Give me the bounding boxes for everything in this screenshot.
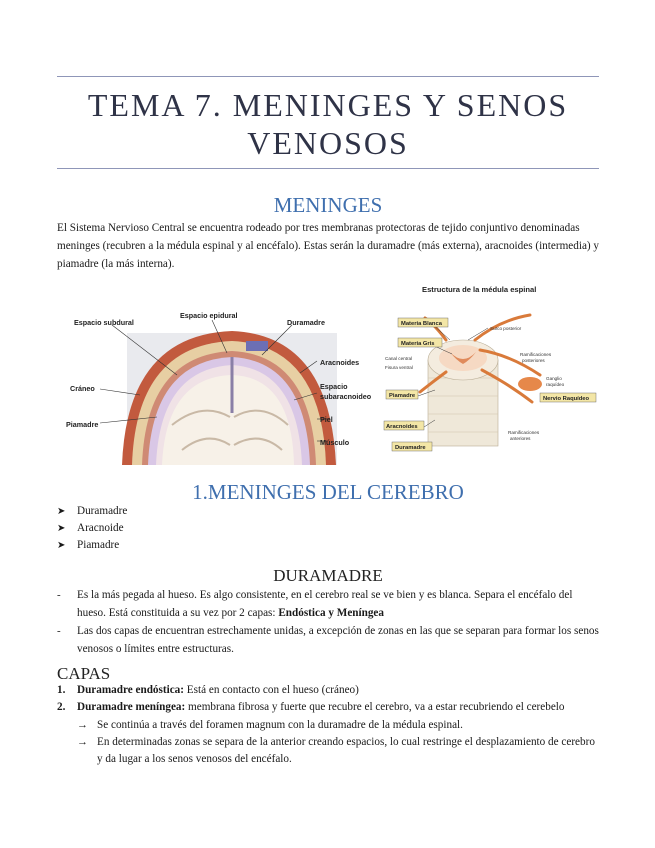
dash-bullet: - [57, 589, 61, 601]
list-item [57, 520, 357, 537]
list-item-text: Duramadre [77, 505, 128, 517]
sub-item-text: En determinadas zonas se separa de la anterior creando espacios, lo cual restringe el desplazamiento de cerebro y da lugar a los senos venosos del encéfalo. [97, 736, 595, 765]
capa-number: 2. [57, 701, 66, 713]
capa-item [57, 699, 602, 716]
label-surco-posterior: Surco posterior [490, 326, 522, 331]
label-aracnoides: Aracnoides [320, 358, 360, 367]
label-materia-blanca: Materia Blanca [401, 321, 442, 327]
capa-bold: Duramadre endóstica: [77, 684, 184, 696]
label-ramificaciones-post-1: Ramificaciones [520, 352, 552, 357]
label-subaracnoideo-2: subaracnoideo [320, 392, 372, 401]
ganglion [518, 377, 542, 391]
list-item-text: Aracnoide [77, 522, 124, 534]
cerebro-list [57, 503, 357, 554]
page-title [57, 86, 599, 162]
capa-number: 1. [57, 684, 66, 696]
list-item-text: Piamadre [77, 539, 120, 551]
label-materia-gris: Materia Gris [401, 341, 435, 347]
label-ramificaciones-ant-2: anteriores [510, 436, 531, 441]
capas-sub-list [77, 717, 597, 768]
list-item [57, 537, 357, 554]
arrow-bullet-icon: ➤ [57, 523, 66, 534]
cerebro-heading: 1.MENINGES DEL CEREBRO [192, 480, 464, 504]
point-2-text: Las dos capas de encuentran estrechamente unidas, a excepción de zonas en las que se separan para formar los senos venosos o límites entre estructuras. [77, 625, 599, 655]
label-aracnoides-spinal: Aracnoides [386, 424, 418, 430]
sub-item [77, 734, 597, 768]
sub-item-text: Se continúa a través del foramen magnum con la duramadre de la médula espinal. [97, 719, 463, 731]
capa-item [57, 682, 602, 699]
meninges-heading: MENINGES [273, 193, 383, 217]
duramadre-point-1 [57, 586, 602, 622]
label-craneo: Cráneo [70, 384, 95, 393]
capas-heading: CAPAS [57, 664, 111, 683]
duramadre-heading: DURAMADRE [273, 566, 383, 585]
label-ramificaciones-ant-1: Ramificaciones [508, 430, 540, 435]
title-line-2: VENOSOS [247, 125, 409, 161]
sub-arrow-icon: → [77, 719, 88, 731]
arrow-bullet-icon: ➤ [57, 506, 66, 517]
list-item [57, 503, 357, 520]
label-fisura-ventral: Fisura ventral [385, 365, 413, 370]
label-piamadre: Piamadre [66, 420, 99, 429]
label-ganglio-1: Ganglio [546, 376, 562, 381]
label-piel: Piel [320, 415, 333, 424]
arrow-bullet-icon: ➤ [57, 540, 66, 551]
label-ramificaciones-post-2: posteriores [522, 358, 545, 363]
intro-paragraph: El Sistema Nervioso Central se encuentra rodeado por tres membranas protectoras de tejido conjuntivo denominadas meninges (recubren a la médula espinal y al encéfalo). Estas serán la duramadre (más externa), aracnoides (intermedia) y piamadre (la más interna). [57, 222, 600, 270]
capas-list [57, 682, 602, 716]
spinal-cord-figure [380, 280, 600, 458]
label-duramadre: Duramadre [287, 318, 325, 327]
sub-item [77, 717, 597, 734]
capa-bold: Duramadre meníngea: [77, 701, 186, 713]
spinal-figure-title: Estructura de la médula espinal [422, 285, 537, 294]
dash-bullet: - [57, 625, 61, 637]
meninges-brain-figure [62, 305, 380, 465]
label-musculo: Músculo [320, 438, 350, 447]
label-canal-central: Canal central [385, 356, 413, 361]
capa-text: membrana fibrosa y fuerte que recubre el cerebro, va a estar recubriendo el cerebelo [185, 701, 565, 713]
label-piamadre-spinal: Piamadre [389, 393, 416, 399]
label-subdural: Espacio subdural [74, 318, 134, 327]
duramadre-point-2 [57, 622, 602, 658]
point-1-text: Es la más pegada al hueso. Es algo consistente, en el cerebro real se ve bien y es blanca. Separa el encéfalo del hueso. Está constituida a su vez por 2 capas: [77, 589, 573, 619]
capa-text: Está en contacto con el hueso (cráneo) [184, 684, 359, 696]
title-bottom-rule [57, 168, 599, 169]
label-ganglio-2: raquídeo [546, 382, 565, 387]
duramadre-points [57, 586, 602, 658]
label-subaracnoideo-1: Espacio [320, 382, 348, 391]
point-1-bold: Endóstica y Meníngea [278, 607, 384, 619]
venous-sinus [246, 341, 268, 351]
label-duramadre-spinal: Duramadre [395, 445, 426, 451]
label-nervio-raquideo: Nervio Raquídeo [543, 396, 590, 402]
title-line-1: TEMA 7. MENINGES Y SENOS [87, 87, 569, 123]
sub-arrow-icon: → [77, 736, 88, 748]
top-rule [57, 76, 599, 77]
label-epidural: Espacio epidural [180, 311, 238, 320]
